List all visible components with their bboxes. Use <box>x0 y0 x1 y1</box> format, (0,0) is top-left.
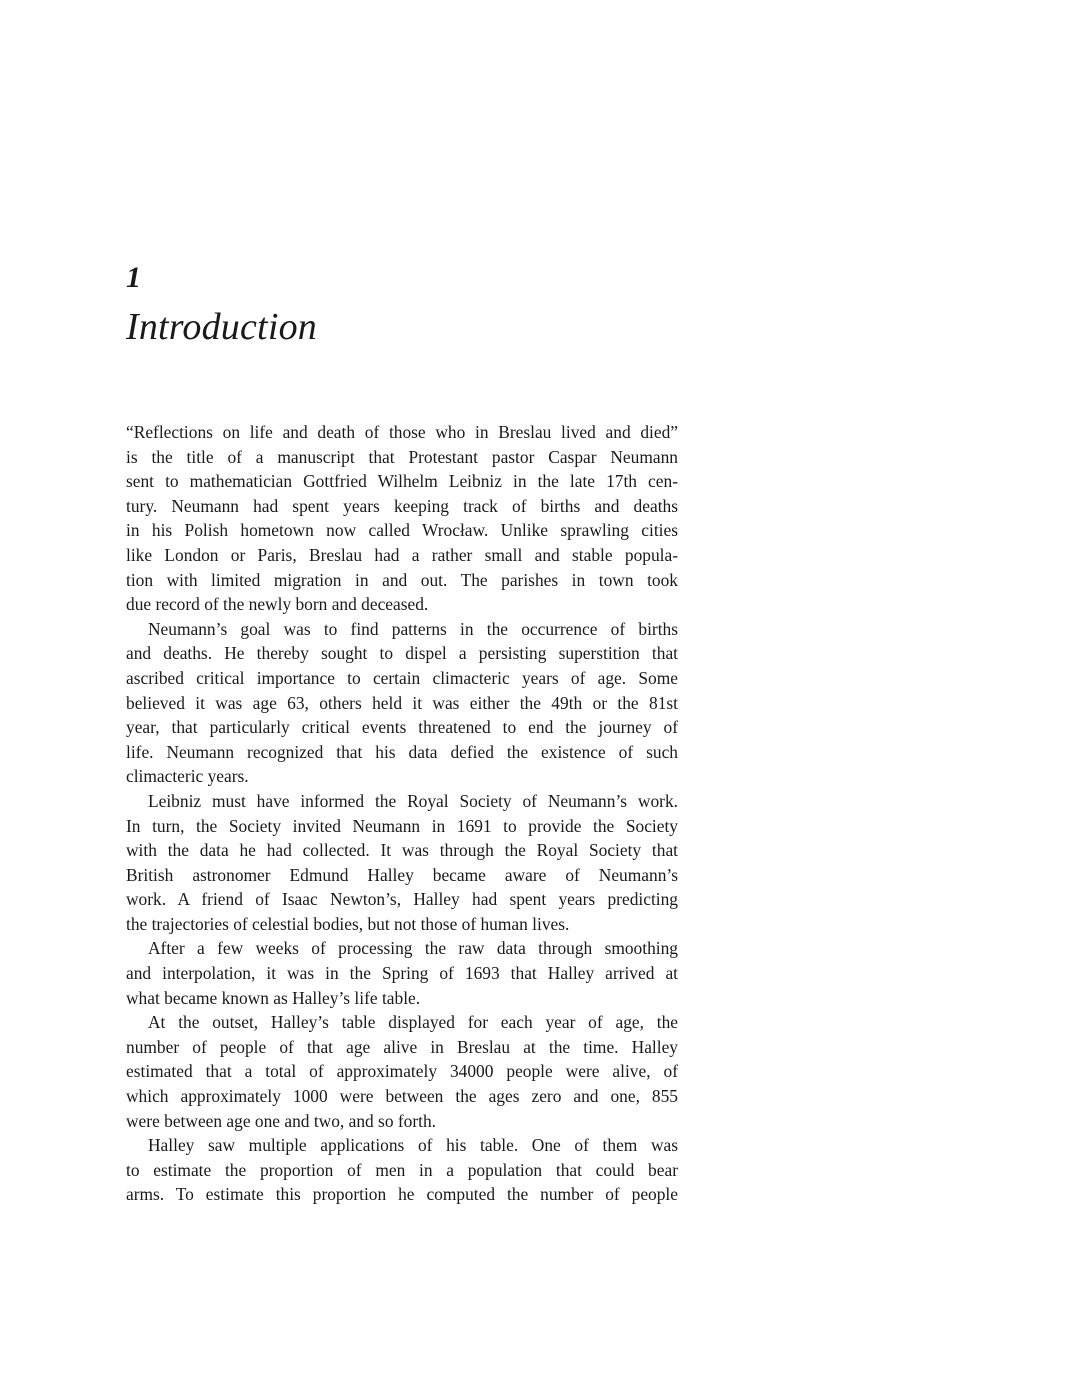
text-line: like London or Paris, Breslau had a rather small and stable popula- <box>126 544 678 565</box>
text-line: In turn, the Society invited Neumann in 1691 to provide the Society <box>126 815 678 836</box>
text-line: and interpolation, it was in the Spring of 1693 that Halley arrived at <box>126 963 678 984</box>
text-line: were between age one and two, and so forth. <box>126 1110 437 1131</box>
text-line: life. Neumann recognized that his data defied the existence of such <box>126 741 678 762</box>
text-line: to estimate the proportion of men in a population that could bear <box>126 1159 678 1180</box>
text-line: with the data he had collected. It was through the Royal Society that <box>126 840 678 861</box>
chapter-number: 1 <box>126 261 141 294</box>
text-line: sent to mathematician Gottfried Wilhelm Leibniz in the late 17th cen- <box>126 471 678 492</box>
text-line: Neumann’s goal was to find patterns in the occurrence of births <box>148 618 678 639</box>
text-line: Halley saw multiple applications of his table. One of them was <box>148 1135 678 1156</box>
text-line: arms. To estimate this proportion he computed the number of people <box>126 1184 678 1205</box>
text-line: British astronomer Edmund Halley became aware of Neumann’s <box>126 864 678 885</box>
text-line: and deaths. He thereby sought to dispel a persisting superstition that <box>126 643 678 664</box>
text-line: the trajectories of celestial bodies, but not those of human lives. <box>126 913 570 934</box>
text-line: which approximately 1000 were between the ages zero and one, 855 <box>126 1086 678 1107</box>
text-line: ascribed critical importance to certain climacteric years of age. Some <box>126 667 678 688</box>
text-line: “Reflections on life and death of those who in Breslau lived and died” <box>126 422 678 442</box>
text-line: After a few weeks of processing the raw data through smoothing <box>148 938 678 959</box>
text-line: work. A friend of Isaac Newton’s, Halley had spent years predicting <box>126 889 678 910</box>
text-line: tion with limited migration in and out. The parishes in town took <box>126 569 678 590</box>
text-line: estimated that a total of approximately 34000 people were alive, of <box>126 1061 678 1082</box>
text-line: what became known as Halley’s life table. <box>126 987 421 1008</box>
text-line: year, that particularly critical events threatened to end the journey of <box>126 717 678 738</box>
chapter-title: Introduction <box>126 306 317 348</box>
text-line: Leibniz must have informed the Royal Society of Neumann’s work. <box>148 790 678 811</box>
text-line: number of people of that age alive in Breslau at the time. Halley <box>126 1036 678 1057</box>
text-line: is the title of a manuscript that Protestant pastor Caspar Neumann <box>126 446 678 467</box>
text-line: due record of the newly born and deceased. <box>126 594 429 615</box>
body-text <box>126 420 678 1207</box>
text-line: in his Polish hometown now called Wrocław. Unlike sprawling cities <box>126 520 678 541</box>
text-line: At the outset, Halley’s table displayed for each year of age, the <box>148 1012 678 1033</box>
text-line: tury. Neumann had spent years keeping track of births and deaths <box>126 495 678 516</box>
text-line: climacteric years. <box>126 766 249 787</box>
text-line: believed it was age 63, others held it was either the 49th or the 81st <box>126 692 678 713</box>
